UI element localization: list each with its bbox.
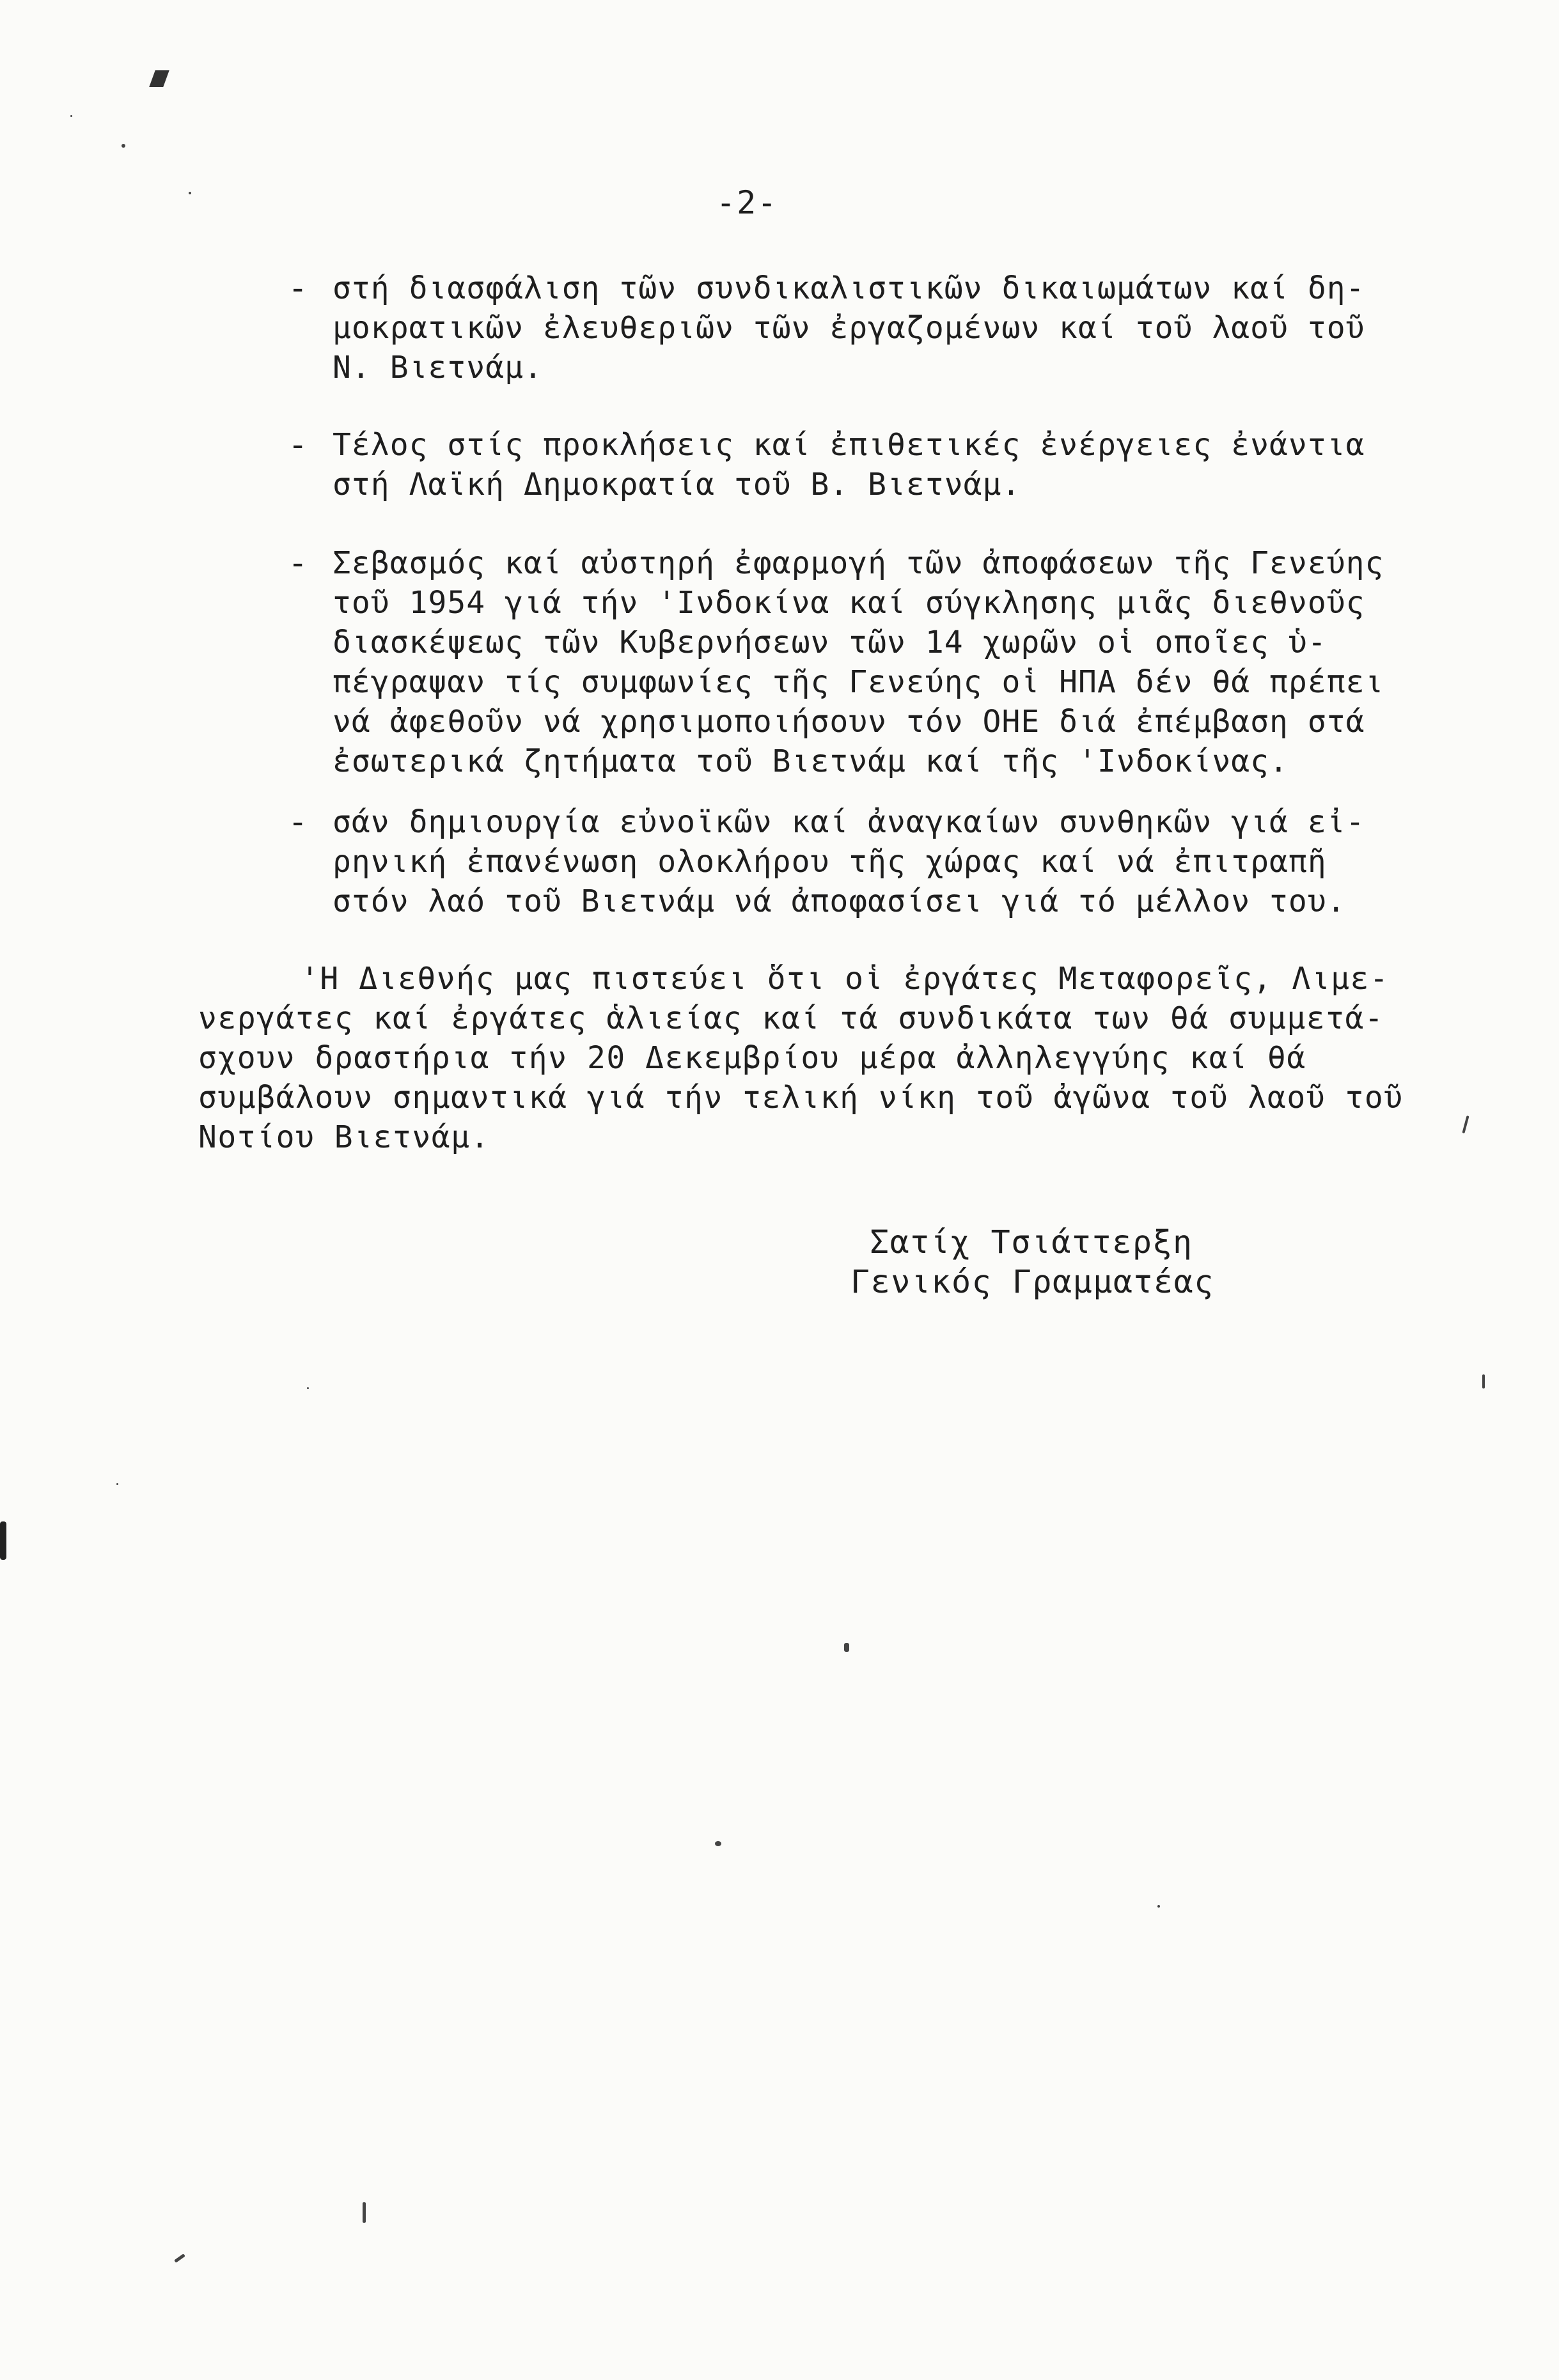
scan-speck: [70, 115, 72, 117]
text-line: στή Λαϊκή Δημοκρατία τοῦ Β. Βιετνάμ.: [333, 467, 1021, 502]
bullet-dash: -: [288, 269, 308, 307]
scan-speck: [844, 1643, 849, 1652]
signatory-name: Σατίχ Τσιάττερξη: [870, 1224, 1193, 1261]
bullet-text: [333, 268, 1413, 387]
text-line: Σεβασμός καί αὐστηρή ἐφαρμογή τῶν ἀποφάσεων τῆς Γενεύης: [333, 545, 1384, 581]
bullet-item-3: [288, 543, 1413, 781]
text-line: νά ἀφεθοῦν νά χρησιμοποιήσουν τόν ΟΗΕ διά ἐπέμβαση στά: [333, 704, 1365, 740]
scan-speck: [1482, 1374, 1485, 1388]
signatory-title: Γενικός Γραμματέας: [850, 1263, 1214, 1300]
closing-paragraph: [198, 959, 1413, 1157]
scan-speck: [116, 1483, 118, 1485]
scan-speck: [121, 144, 125, 148]
text-line: μοκρατικῶν ἐλευθεριῶν τῶν ἐργαζομένων καί τοῦ λαοῦ τοῦ: [333, 310, 1365, 346]
bullet-text: [333, 425, 1413, 504]
bullet-text: [333, 802, 1413, 921]
scan-speck: [1462, 1116, 1469, 1133]
text-line: ρηνική ἐπανένωση ολοκλήρου τῆς χώρας καί νά ἐπιτραπῆ: [333, 844, 1327, 880]
text-line: διασκέψεως τῶν Κυβερνήσεων τῶν 14 χωρῶν οἱ οποῖες ὑ-: [333, 625, 1327, 660]
bullet-item-2: [288, 425, 1413, 504]
text-line: νεργάτες καί ἐργάτες ἁλιείας καί τά συνδικάτα των θά συμμετά-: [198, 1000, 1384, 1036]
scan-speck: [307, 1387, 309, 1389]
text-line: Τέλος στίς προκλήσεις καί ἐπιθετικές ἐνέργειες ἐνάντια: [333, 427, 1365, 463]
bullet-dash: -: [288, 803, 308, 841]
bullet-item-1: [288, 268, 1413, 387]
scan-speck: [189, 192, 191, 194]
text-line: πέγραψαν τίς συμφωνίες τῆς Γενεύης οἱ ΗΠΑ δέν θά πρέπει: [333, 664, 1384, 700]
scan-speck: [1157, 1905, 1160, 1908]
text-line: στή διασφάλιση τῶν συνδικαλιστικῶν δικαιωμάτων καί δη-: [333, 270, 1365, 306]
text-line: σάν δημιουργία εὐνοϊκῶν καί ἀναγκαίων συνθηκῶν γιά εἰ-: [333, 804, 1365, 840]
bullet-dash: -: [288, 544, 308, 582]
text-line: 'Η Διεθνής μας πιστεύει ὅτι οἱ ἐργάτες Μεταφορεῖς, Λιμε-: [301, 961, 1390, 997]
text-line: στόν λαό τοῦ Βιετνάμ νά ἀποφασίσει γιά τό μέλλον του.: [333, 883, 1346, 919]
signature-block: [850, 1222, 1214, 1302]
page-number: -2-: [716, 184, 778, 221]
text-line: συμβάλουν σημαντικά γιά τήν τελική νίκη τοῦ ἀγῶνα τοῦ λαοῦ τοῦ: [198, 1080, 1404, 1116]
scan-speck: [0, 1521, 6, 1560]
bullet-text: [333, 543, 1413, 781]
text-line: σχουν δραστήρια τήν 20 Δεκεμβρίου μέρα ἀλληλεγγύης καί θά: [198, 1040, 1306, 1076]
text-line: Ν. Βιετνάμ.: [333, 350, 543, 385]
bullet-item-4: [288, 802, 1413, 921]
text-line: Νοτίου Βιετνάμ.: [198, 1119, 490, 1155]
text-line: ἐσωτερικά ζητήματα τοῦ Βιετνάμ καί τῆς 'Ινδοκίνας.: [333, 743, 1289, 779]
scan-speck: [715, 1841, 721, 1846]
bullet-dash: -: [288, 426, 308, 464]
scan-speck: [174, 2253, 185, 2262]
scan-speck: [363, 2202, 366, 2223]
text-line: τοῦ 1954 γιά τήν 'Ινδοκίνα καί σύγκλησης μιᾶς διεθνοῦς: [333, 585, 1365, 621]
scan-mark: [149, 70, 169, 87]
